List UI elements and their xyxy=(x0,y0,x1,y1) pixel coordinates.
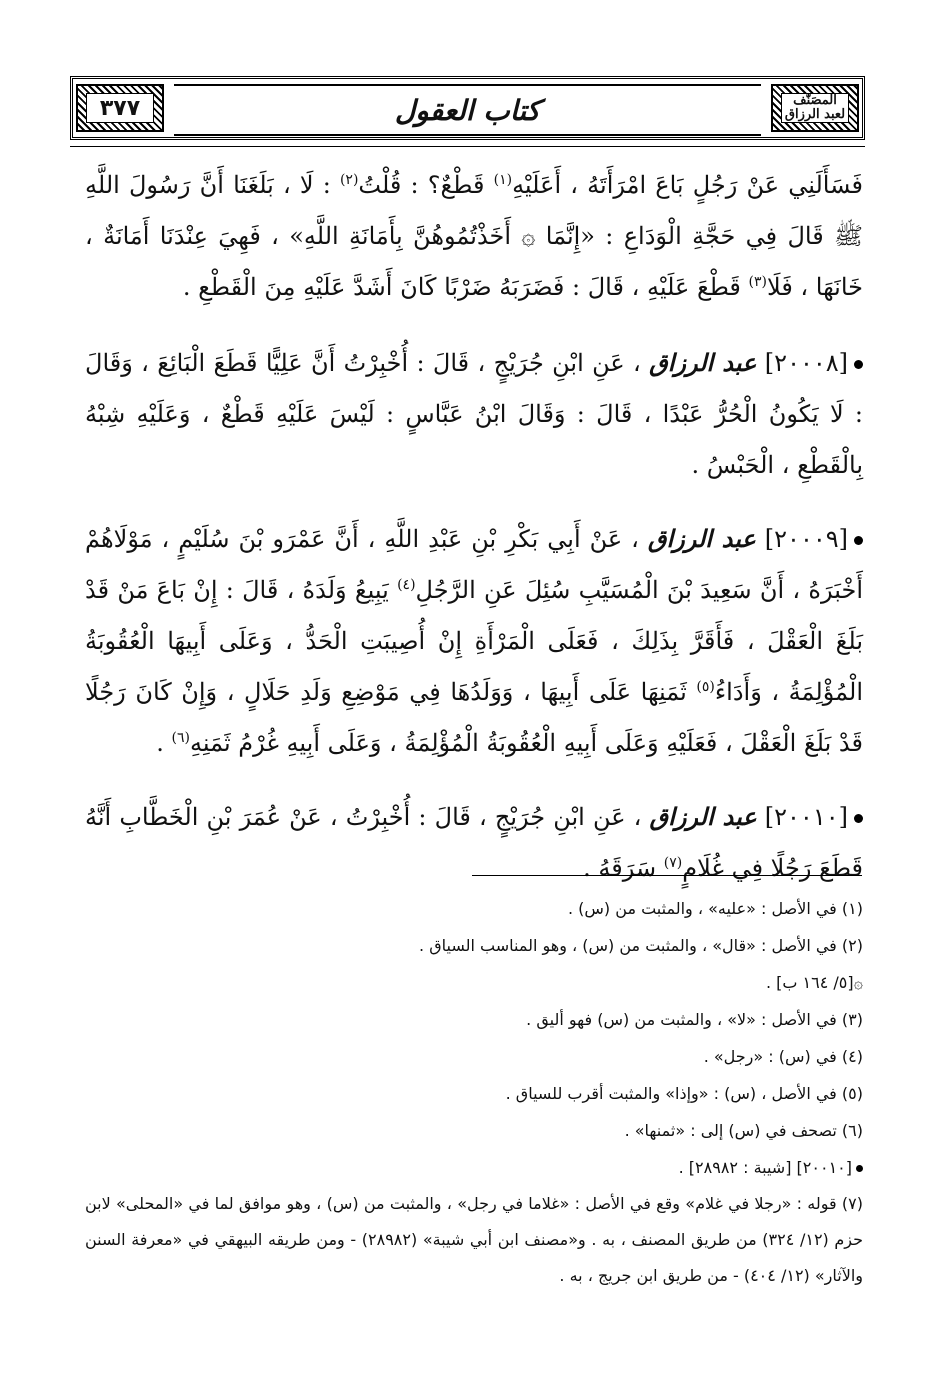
header-rule xyxy=(70,146,865,147)
paragraph-continuation: فَسَأَلَنِي عَنْ رَجُلٍ بَاعَ امْرَأَتَهُ ، أَعَلَيْهِ$^{(١)}$ قَطْعٌ؟ : قُلْتُ$^{(٢)}$ : لَا ، بَلَغَنَا أَنَّ رَسُولَ اللَّهِ ﷺ قَالَ فِي حَجَّةِ الْوَدَاعِ : «إِنَّمَا ۞ أَخَذْتُمُوهُنَّ بِأَمَانَةِ اللَّهِ» ، فَهِيَ عِنْدَنَا أَمَانَةٌ ، خَانَهَا ، فَلَا$^{(٣)}$ قَطْعَ عَلَيْهِ ، قَالَ : فَضَرَبَهُ ضَرْبًا كَانَ أَشَدَّ عَلَيْهِ مِنَ الْقَطْعِ . xyxy=(85,171,863,301)
footnote-source-20010: [٢٠٠١٠] [شيبة : ٢٨٩٨٢] . xyxy=(85,1149,863,1186)
hadith-number: [٢٠٠١٠] xyxy=(764,803,848,831)
narrator: عبد الرزاق xyxy=(647,524,756,553)
footnote-7: (٧) قوله : «رجلا في غلام» وقع في الأصل : «غلاما في رجل» ، والمثبت من (س) ، وهو موافق لما في «المحلى» لابن حزم (١٢/ ٣٢٤) من طريق المصنف ، به . و«مصنف ابن أبي شيبة» (٢٨٩٨٢) - ومن طريقه البيهقي في «معرفة السنن والآثار» (١٢/ ٤٠٤) - من طريق ابن جريج ، به . xyxy=(85,1194,864,1285)
hadith-number: [٢٠٠٠٩] xyxy=(764,525,848,553)
chapter-band xyxy=(174,84,761,136)
footnote-page-marker: ۞[٥/ ١٦٤ ب] . xyxy=(765,973,863,992)
footnote-separator xyxy=(472,875,862,876)
page-header xyxy=(70,76,865,140)
footnote-5: (٥) في الأصل ، (س) : «وإذا» والمثبت أقرب للسياق . xyxy=(505,1084,863,1103)
footnote-6: (٦) تصحف في (س) إلى : «ثمنها» . xyxy=(624,1121,863,1140)
footnotes xyxy=(85,890,863,1294)
chapter-title: كتاب العقول xyxy=(394,93,541,127)
footnote-ref: (٥) xyxy=(696,679,715,695)
footnote-3: (٣) في الأصل : «لا» ، والمثبت من (س) فهو أليق . xyxy=(526,1010,863,1029)
footnote-ref: (٤) xyxy=(397,577,416,593)
footnote-ref: (٧) xyxy=(663,855,683,871)
main-text xyxy=(85,160,863,916)
footnote-2: (٢) في الأصل : «قال» ، والمثبت من (س) ، وهو المناسب السياق . xyxy=(419,936,863,955)
bullet-icon xyxy=(854,536,863,545)
footnote-ref: (٣) xyxy=(748,274,767,290)
page-number: ٣٧٧ xyxy=(99,95,141,121)
hadith-20010: [٢٠٠١٠] عبد الرزاق ، عَنِ ابْنِ جُرَيْجٍ ، قَالَ : أُخْبِرْتُ ، عَنْ عُمَرَ بْنِ الْخَطَّابِ أَنَّهُ قَطَعَ رَجُلًا فِي غُلَامٍ$^{(٧)}$ سَرَقَهُ . xyxy=(85,802,863,882)
page-number-box xyxy=(76,84,164,132)
book-title-box xyxy=(771,84,859,132)
book-title: المصَنّف لعبد الرزاق xyxy=(784,93,846,122)
footnote-ref: (١) xyxy=(493,172,513,188)
hadith-20009: [٢٠٠٠٩] عبد الرزاق ، عَنْ أَبِي بَكْرِ بْنِ عَبْدِ اللَّهِ ، أَنَّ عَمْرَو بْنَ سُلَيْمٍ ، مَوْلَاهُمْ أَخْبَرَهُ ، أَنَّ سَعِيدَ بْنَ الْمُسَيَّبِ سُئِلَ عَنِ الرَّجُلِ$^{(٤)}$ يَبِيعُ وَلَدَهُ ، قَالَ : إِنْ بَاعَ مَنْ قَدْ بَلَغَ الْعَقْلَ ، فَأَقَرَّ بِذَلِكَ ، فَعَلَى الْمَرْأَةِ إِنْ أُصِيبَتِ الْحَدُّ ، وَعَلَى أَبِيهَا الْعُقُوبَةُ الْمُؤْلِمَةُ ، وَأَدَاءُ$^{(٥)}$ ثَمَنِهَا عَلَى أَبِيهَا ، وَوَلَدُهَا فِي مَوْضِعِ وَلَدِ حَلَالٍ ، وَإِنْ كَانَ رَجُلًا قَدْ بَلَغَ الْعَقْلَ ، فَعَلَيْهِ وَعَلَى أَبِيهِ الْعُقُوبَةُ الْمُؤْلِمَةُ ، وَعَلَى أَبِيهِ غُرْمُ ثَمَنِهِ$^{(٦)}$ . xyxy=(85,524,863,757)
bullet-icon xyxy=(854,360,863,369)
hadith-20008: [٢٠٠٠٨] عبد الرزاق ، عَنِ ابْنِ جُرَيْجٍ ، قَالَ : أُخْبِرْتُ أَنَّ عَلِيًّا قَطَعَ الْبَائِعَ ، وَقَالَ : لَا يَكُونُ الْحُرُّ عَبْدًا ، قَالَ : وَقَالَ ابْنُ عَبَّاسٍ : لَيْسَ عَلَيْهِ قَطْعٌ ، وَعَلَيْهِ شِبْهُ بِالْقَطْعِ ، الْحَبْسُ . xyxy=(85,348,863,479)
narrator: عبد الرزاق xyxy=(649,348,757,377)
footnote-ref: (٢) xyxy=(339,172,359,188)
hadith-number: [٢٠٠٠٨] xyxy=(764,349,848,377)
footnote-1: (١) في الأصل : «عليه» ، والمثبت من (س) . xyxy=(567,899,863,918)
footnote-ref: (٦) xyxy=(171,730,190,746)
narrator: عبد الرزاق xyxy=(649,802,757,831)
bullet-icon xyxy=(854,814,863,823)
bullet-icon xyxy=(856,1165,863,1172)
footnote-4: (٤) في (س) : «رجل» . xyxy=(703,1047,863,1066)
